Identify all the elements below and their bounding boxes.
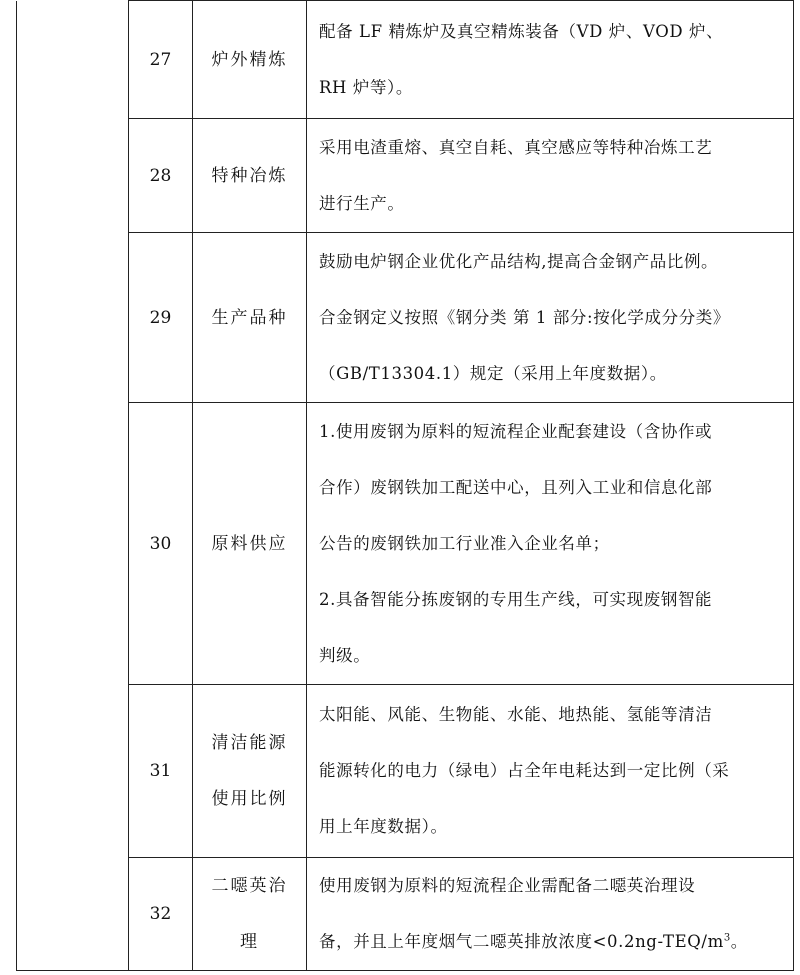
description-line: 太阳能、风能、生物能、水能、地热能、氢能等清洁 [319,705,713,724]
indicator-table [16,0,794,971]
description-line: 配备 LF 精炼炉及真空精炼装备（VD 炉、VOD 炉、 [319,21,724,41]
item-name-line: 清洁能源 [211,733,288,753]
item-name: 原料供应 [193,403,307,685]
table-row [17,685,794,858]
description-line: 判级。 [319,645,371,665]
row-number: 28 [129,119,193,233]
item-name [193,685,307,858]
table-row [17,119,794,233]
item-description [307,858,794,971]
blank-category-cell [17,1,129,971]
table-row [17,233,794,403]
superscript-exponent: 3 [723,932,731,944]
description-line [319,914,783,970]
description-line: 1.使用废钢为原料的短流程企业配套建设（含协作或 [319,421,713,441]
row-number: 30 [129,403,193,685]
description-tail: 。 [730,932,748,951]
description-line: 2.具备智能分拣废钢的专用生产线，可实现废钢智能 [319,589,713,609]
row-number: 32 [129,858,193,971]
item-description [307,1,794,119]
item-description [307,403,794,685]
item-name-line: 理 [240,932,259,952]
item-name: 炉外精炼 [193,1,307,119]
description-text: 备，并且上年度烟气二噁英排放浓度<0.2ng-TEQ/m [319,932,724,951]
description-line: 用上年度数据）。 [319,817,448,836]
item-description [307,119,794,233]
item-name: 生产品种 [193,233,307,403]
description-line: 公告的废钢铁加工行业准入企业名单； [319,533,610,553]
description-line: 合金钢定义按照《钢分类 第 1 部分:按化学成分分类》 [319,307,730,327]
row-number: 29 [129,233,193,403]
description-line: 鼓励电炉钢企业优化产品结构,提高合金钢产品比例。 [319,251,719,271]
description-line: 采用电渣重熔、真空自耗、真空感应等特种冶炼工艺 [319,137,713,157]
description-line: RH 炉等）。 [319,77,414,97]
item-name [193,858,307,971]
item-name-line: 使用比例 [211,789,288,809]
item-name: 特种冶炼 [193,119,307,233]
table-row [17,1,794,119]
item-description [307,233,794,403]
table-row [17,403,794,685]
row-number: 27 [129,1,193,119]
description-line: （GB/T13304.1）规定（采用上年度数据）。 [319,363,667,383]
description-line: 能源转化的电力（绿电）占全年电耗达到一定比例（采 [319,761,730,780]
description-line: 进行生产。 [319,193,405,213]
row-number: 31 [129,685,193,858]
description-line: 合作）废钢铁加工配送中心，且列入工业和信息化部 [319,477,713,497]
description-line: 使用废钢为原料的短流程企业需配备二噁英治理设 [319,876,696,895]
item-description [307,685,794,858]
item-name-line: 二噁英治 [211,876,288,896]
table-row [17,858,794,971]
